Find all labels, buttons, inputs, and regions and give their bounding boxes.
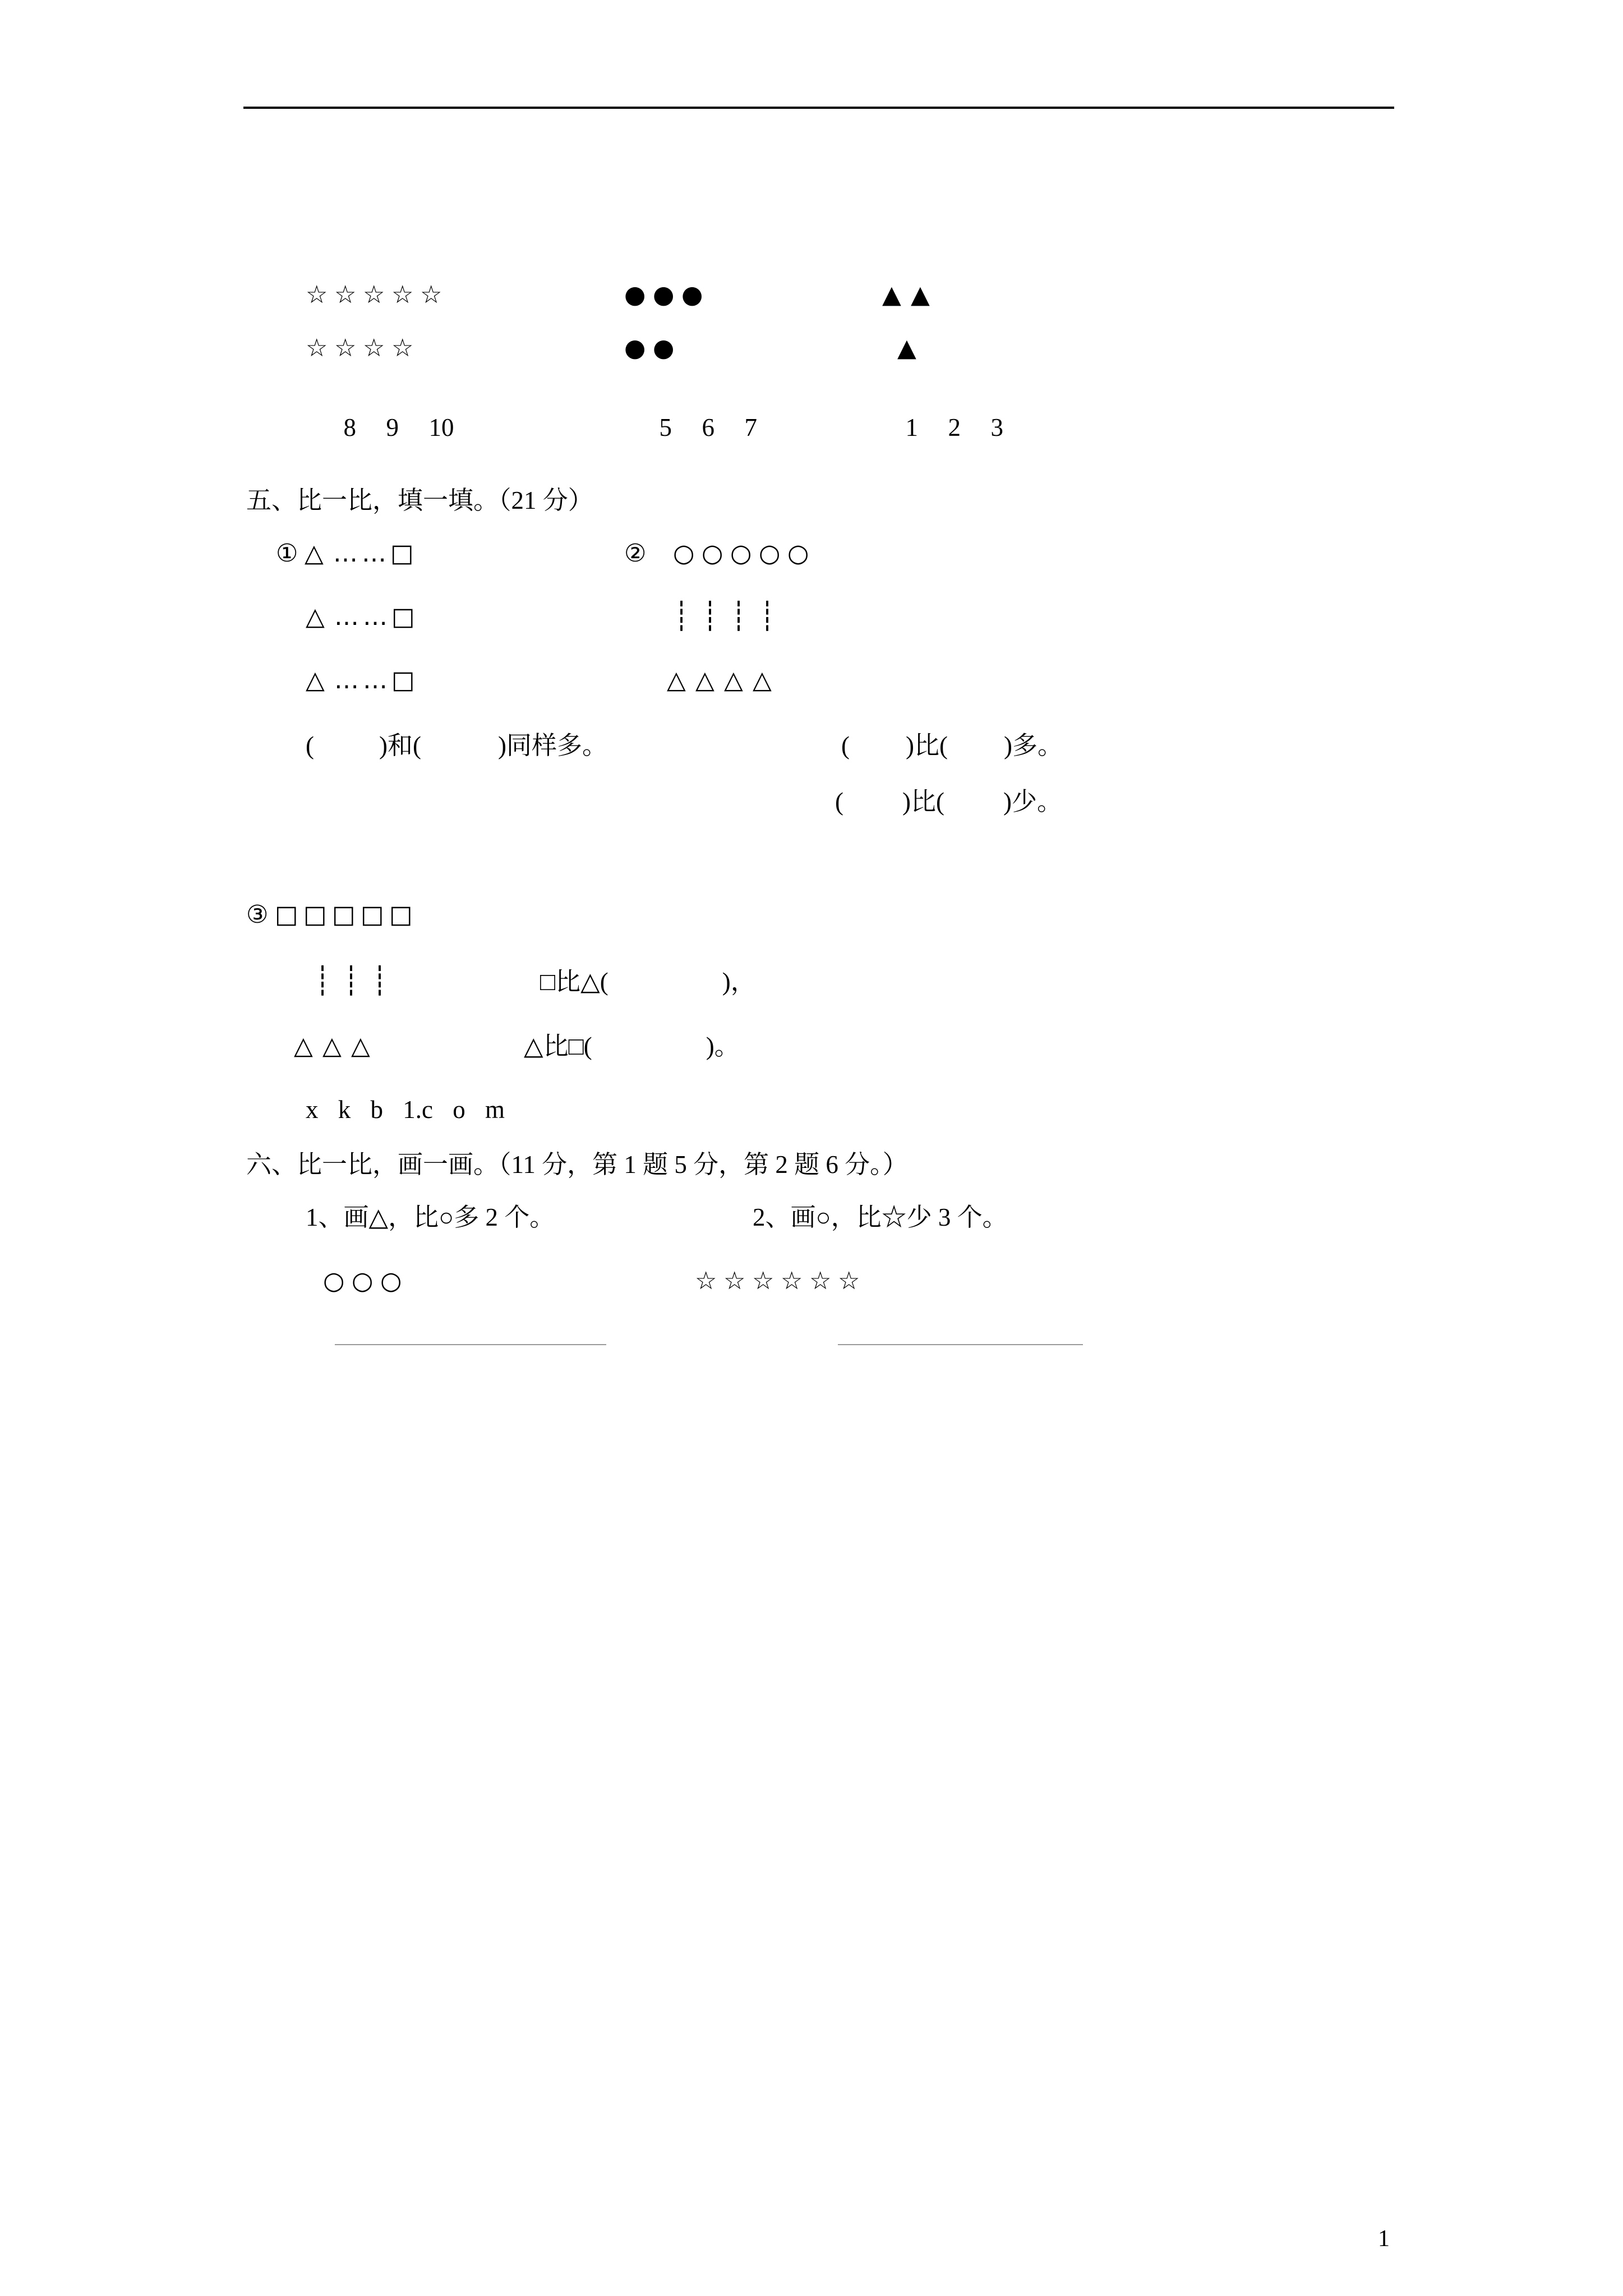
item-2-stars: [695, 1268, 866, 1294]
item-1-circles: [323, 1268, 409, 1294]
glyph: …: [333, 539, 358, 568]
answer-blank: [843, 809, 902, 810]
triangles-row-2: [897, 335, 926, 361]
glyph: ○: [380, 1267, 402, 1295]
glyph: ○: [787, 539, 809, 568]
q2-answer-sentence-more: [841, 733, 1063, 758]
glyph: □: [391, 666, 415, 694]
glyph: ②: [624, 539, 647, 568]
triangles-number-options: [868, 389, 1034, 466]
glyph: ●: [653, 334, 675, 362]
glyph: ○: [759, 539, 781, 568]
dots-row-2: [624, 335, 681, 361]
number-option: 8: [343, 413, 356, 441]
glyph: □: [361, 900, 384, 929]
glyph: □: [303, 900, 327, 929]
answer-blank: [314, 753, 379, 754]
glyph: ○: [352, 1267, 374, 1295]
number-option: 3: [990, 413, 1003, 441]
watermark-text: x k b 1.c o m: [306, 1096, 505, 1124]
glyph: △: [724, 666, 743, 694]
page-number: 1: [1378, 2226, 1390, 2252]
answer-blank: [850, 753, 906, 754]
glyph: △: [695, 666, 714, 694]
item-2-answer-line: [838, 1344, 1083, 1345]
q3-triangles-row: [294, 1033, 380, 1059]
glyph: △: [753, 666, 772, 694]
section-6-heading: 六、比一比，画一画。（11 分，第 1 题 5 分，第 2 题 6 分。）: [246, 1151, 908, 1179]
glyph: ☆: [838, 1267, 860, 1295]
glyph: △: [305, 539, 324, 568]
section-5-heading: 五、比一比，填一填。（21 分）: [246, 486, 593, 514]
q1-row-3: [306, 668, 420, 693]
glyph: △: [294, 1032, 313, 1060]
stars-number-options: [306, 389, 472, 466]
number-option: 7: [744, 413, 757, 441]
answer-blank: [592, 1054, 706, 1055]
glyph: …: [363, 602, 388, 631]
stars-row-1: [306, 282, 449, 308]
glyph: ○: [673, 539, 695, 568]
glyph: ┊: [673, 600, 690, 632]
glyph: ☆: [363, 334, 385, 362]
glyph: ☆: [391, 280, 414, 309]
glyph: ┊: [759, 600, 776, 632]
glyph: □: [390, 539, 414, 568]
glyph: ▲: [882, 280, 901, 309]
dots-row-1: [624, 282, 710, 308]
q2-marker: [624, 541, 653, 567]
sentence-part: (: [306, 731, 314, 760]
sentence-part: )，: [722, 968, 756, 996]
glyph: △: [667, 666, 686, 694]
glyph: ☆: [781, 1267, 803, 1295]
q3-squares-row: [246, 902, 418, 928]
glyph: ┊: [314, 964, 331, 997]
glyph: ③: [246, 900, 269, 929]
glyph: ●: [624, 280, 646, 309]
glyph: ☆: [391, 334, 414, 362]
header-rule: [243, 107, 1394, 109]
sentence-part: )多。: [1003, 731, 1063, 760]
number-option: 6: [702, 413, 714, 441]
q1-row-2: [306, 604, 420, 630]
sentence-part: )比(: [902, 788, 944, 816]
glyph: △: [351, 1032, 370, 1060]
glyph: ○: [323, 1267, 345, 1295]
sentence-part: )同样多。: [497, 731, 607, 760]
q3-answer-sentence-1: [540, 969, 756, 995]
q1-row-1: [276, 541, 419, 567]
sentence-part: (: [841, 731, 850, 760]
glyph: ●: [681, 280, 703, 309]
glyph: ○: [702, 539, 723, 568]
glyph: …: [363, 666, 388, 694]
item-1-answer-line: [335, 1344, 606, 1345]
glyph: ☆: [695, 1267, 717, 1295]
glyph: ☆: [420, 280, 442, 309]
item-1-prompt: 1、画△，比○多 2 个。: [306, 1203, 555, 1231]
number-option: 1: [905, 413, 918, 441]
sentence-part: )和(: [379, 731, 421, 760]
glyph: ▲: [897, 334, 916, 362]
glyph: ☆: [306, 280, 328, 309]
q2-answer-sentence-less: [835, 789, 1062, 815]
glyph: □: [389, 900, 413, 929]
glyph: △: [306, 602, 325, 631]
q3-connector-row: [314, 964, 400, 997]
glyph: …: [334, 666, 359, 694]
number-option: 9: [386, 413, 399, 441]
glyph: …: [334, 602, 359, 631]
glyph: ○: [730, 539, 752, 568]
glyph: ☆: [334, 334, 357, 362]
glyph: ☆: [723, 1267, 746, 1295]
q2-circles-row: [673, 541, 816, 567]
stars-row-2: [306, 335, 420, 361]
sentence-part: (: [835, 788, 843, 816]
q2-triangles-row: [667, 668, 781, 693]
q1-answer-sentence: [306, 733, 607, 758]
glyph: □: [332, 900, 356, 929]
glyph: ┊: [702, 600, 719, 632]
glyph: △: [322, 1032, 342, 1060]
glyph: ☆: [334, 280, 357, 309]
dots-number-options: [621, 389, 787, 466]
sentence-part: )。: [706, 1032, 740, 1060]
glyph: …: [362, 539, 386, 568]
number-option: 2: [948, 413, 961, 441]
number-option: 5: [659, 413, 672, 441]
sentence-part: )比(: [906, 731, 948, 760]
number-option: 10: [428, 413, 454, 441]
item-2-prompt: 2、画○，比☆少 3 个。: [753, 1203, 1008, 1231]
sentence-part: )少。: [1003, 788, 1062, 816]
glyph: ▲: [911, 280, 930, 309]
glyph: ①: [276, 539, 298, 568]
glyph: ┊: [730, 600, 748, 632]
glyph: ┊: [371, 964, 389, 997]
glyph: □: [391, 602, 415, 631]
sentence-part: □比△(: [540, 968, 608, 996]
glyph: ☆: [752, 1267, 774, 1295]
q3-answer-sentence-2: [524, 1033, 740, 1059]
glyph: □: [275, 900, 298, 929]
glyph: ☆: [363, 280, 385, 309]
glyph: ☆: [809, 1267, 832, 1295]
answer-blank: [421, 753, 498, 754]
glyph: ☆: [306, 334, 328, 362]
glyph: ●: [624, 334, 646, 362]
q2-connector-row: [673, 600, 787, 632]
glyph: ┊: [343, 964, 360, 997]
glyph: ●: [653, 280, 675, 309]
sentence-part: △比□(: [524, 1032, 592, 1060]
answer-blank: [948, 753, 1004, 754]
glyph: △: [306, 666, 325, 694]
answer-blank: [944, 809, 1003, 810]
triangles-row-1: [882, 282, 939, 308]
